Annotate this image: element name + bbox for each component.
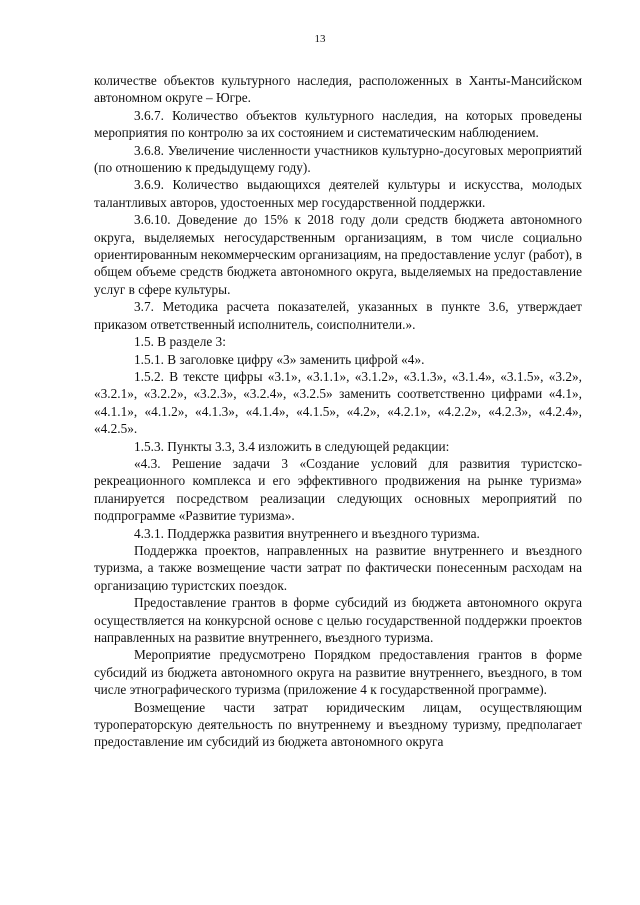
- paragraph: количестве объектов культурного наследия, расположенных в Ханты-Мансийском автономном округе – Югре.: [94, 73, 582, 106]
- paragraph: Поддержка проектов, направленных на развитие внутреннего и въездного туризма, а также возмещение части затрат по фактически понесенным расходам на организацию туристских поездок.: [94, 542, 582, 593]
- paragraph: 4.3.1. Поддержка развития внутреннего и въездного туризма.: [134, 525, 480, 541]
- paragraph: 3.6.10. Доведение до 15% к 2018 году доли средств бюджета автономного округа, выделяемых негосударственным организациям, в том числе социально ориентированным некоммерческим организациям, на предоставление услуг (работ), в общем объеме средств бюджета автономного округа, выделяемых на предоставление услуг в сфере культуры.: [94, 212, 582, 297]
- document-body: [94, 72, 582, 751]
- paragraph: 1.5.2. В тексте цифры «3.1», «3.1.1», «3.1.2», «3.1.3», «3.1.4», «3.1.5», «3.2», «3.2.1», «3.2.2», «3.2.3», «3.2.4», «3.2.5» заменить соответственно цифрами «4.1», «4.1.1», «4.1.2», «4.1.3», «4.1.4», «4.1.5», «4.2», «4.2.1», «4.2.2», «4.2.3», «4.2.4», «4.2.5».: [94, 368, 582, 437]
- paragraph: 1.5.1. В заголовке цифру «3» заменить цифрой «4».: [134, 351, 425, 367]
- paragraph: 3.6.8. Увеличение численности участников культурно-досуговых мероприятий (по отношению к предыдущему году).: [94, 142, 582, 176]
- paragraph: Предоставление грантов в форме субсидий из бюджета автономного округа осуществляется на конкурсной основе с целью государственной поддержки проектов направленных на развитие внутреннего, въездного туризма.: [94, 595, 582, 645]
- paragraph: 3.6.9. Количество выдающихся деятелей культуры и искусства, молодых талантливых авторов, удостоенных мер государственной поддержки.: [94, 177, 582, 210]
- paragraph: Мероприятие предусмотрено Порядком предоставления грантов в форме субсидий из бюджета автономного округа на развитие внутреннего, въездного, в том числе этнографического туризма (приложение 4 к государственной программе).: [94, 647, 582, 698]
- page-number: 13: [314, 33, 326, 45]
- paragraph: 3.6.7. Количество объектов культурного наследия, на которых проведены мероприятия по контролю за их состоянием и систематическим наблюдением.: [94, 107, 582, 141]
- paragraph: Возмещение части затрат юридическим лицам, осуществляющим туроператорскую деятельность по внутреннему и въездному туризму, предполагает предоставление им субсидий из бюджета автономного округа: [94, 699, 582, 750]
- paragraph: 1.5.3. Пункты 3.3, 3.4 изложить в следующей редакции:: [134, 438, 450, 454]
- paragraph: «4.3. Решение задачи 3 «Создание условий для развития туристско-рекреационного комплекса и его эффективного продвижения на рынке туризма» планируется посредством реализации следующих основных мероприятий по подпрограмме «Развитие туризма».: [94, 455, 582, 524]
- paragraph: 3.7. Методика расчета показателей, указанных в пункте 3.6, утверждает приказом ответственный исполнитель, соисполнители.».: [94, 299, 582, 332]
- paragraph: 1.5. В разделе 3:: [134, 334, 226, 350]
